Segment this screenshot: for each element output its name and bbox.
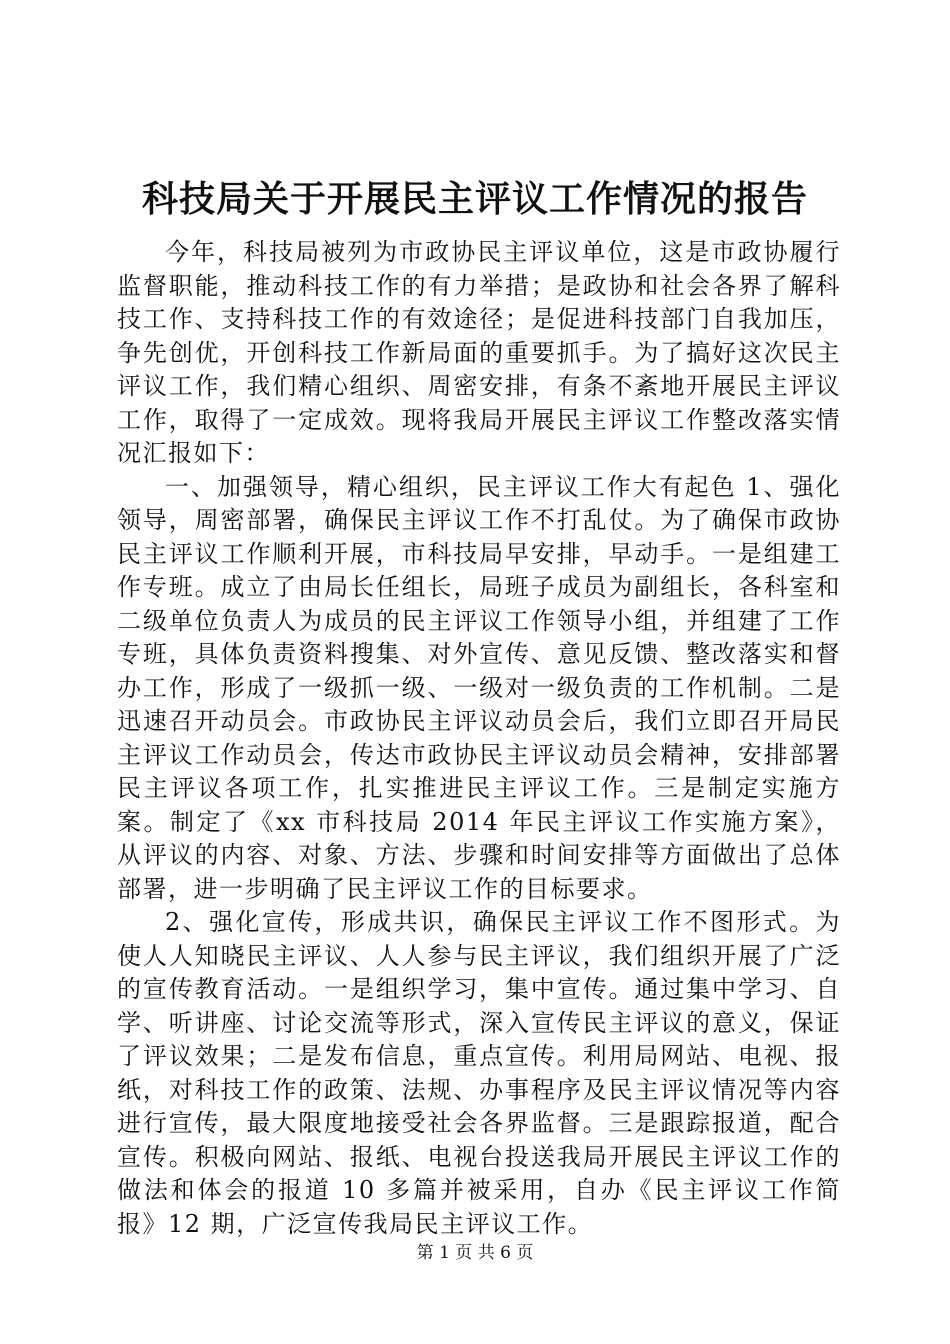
- document-title: 科技局关于开展民主评议工作情况的报告: [141, 178, 808, 220]
- page-number-footer: 第 1 页 共 6 页: [416, 1243, 534, 1263]
- document-body: [117, 236, 841, 1241]
- paragraph-section-2: 2、强化宣传，形成共识，确保民主评议工作不图形式。为使人人知晓民主评议、人人参与民主评议，我们组织开展了广泛的宣传教育活动。一是组织学习，集中宣传。通过集中学习、自学、听讲座、讨论交流等形式，深入宣传民主评议的意义，保证了评议效果；二是发布信息，重点宣传。利用局网站、电视、报纸，对科技工作的政策、法规、办事程序及民主评议情况等内容进行宣传，最大限度地接受社会各界监督。三是跟踪报道，配合宣传。积极向网站、报纸、电视台投送我局开展民主评议工作的做法和体会的报道 10 多篇并被采用，自办《民主评议工作简报》12 期，广泛宣传我局民主评议工作。: [117, 908, 841, 1238]
- paragraph-section-1: 一、加强领导，精心组织，民主评议工作大有起色 1、强化领导，周密部署，确保民主评议工作不打乱仗。为了确保市政协民主评议工作顺利开展，市科技局早安排，早动手。一是组建工作专班。成立了由局长任组长，局班子成员为副组长，各科室和二级单位负责人为成员的民主评议工作领导小组，并组建了工作专班，具体负责资料搜集、对外宣传、意见反馈、整改落实和督办工作，形成了一级抓一级、一级对一级负责的工作机制。二是迅速召开动员会。市政协民主评议动员会后，我们立即召开局民主评议工作动员会，传达市政协民主评议动员会精神，安排部署民主评议各项工作，扎实推进民主评议工作。三是制定实施方案。制定了《xx 市科技局 2014 年民主评议工作实施方案》，从评议的内容、对象、方法、步骤和时间安排等方面做出了总体部署，进一步明确了民主评议工作的目标要求。: [117, 472, 841, 903]
- paragraph-intro: 今年，科技局被列为市政协民主评议单位，这是市政协履行监督职能，推动科技工作的有力举措；是政协和社会各界了解科技工作、支持科技工作的有效途径；是促进科技部门自我加压，争先创优，开创科技工作新局面的重要抓手。为了搞好这次民主评议工作，我们精心组织、周密安排，有条不紊地开展民主评议工作，取得了一定成效。现将我局开展民主评议工作整改落实情况汇报如下：: [117, 238, 841, 467]
